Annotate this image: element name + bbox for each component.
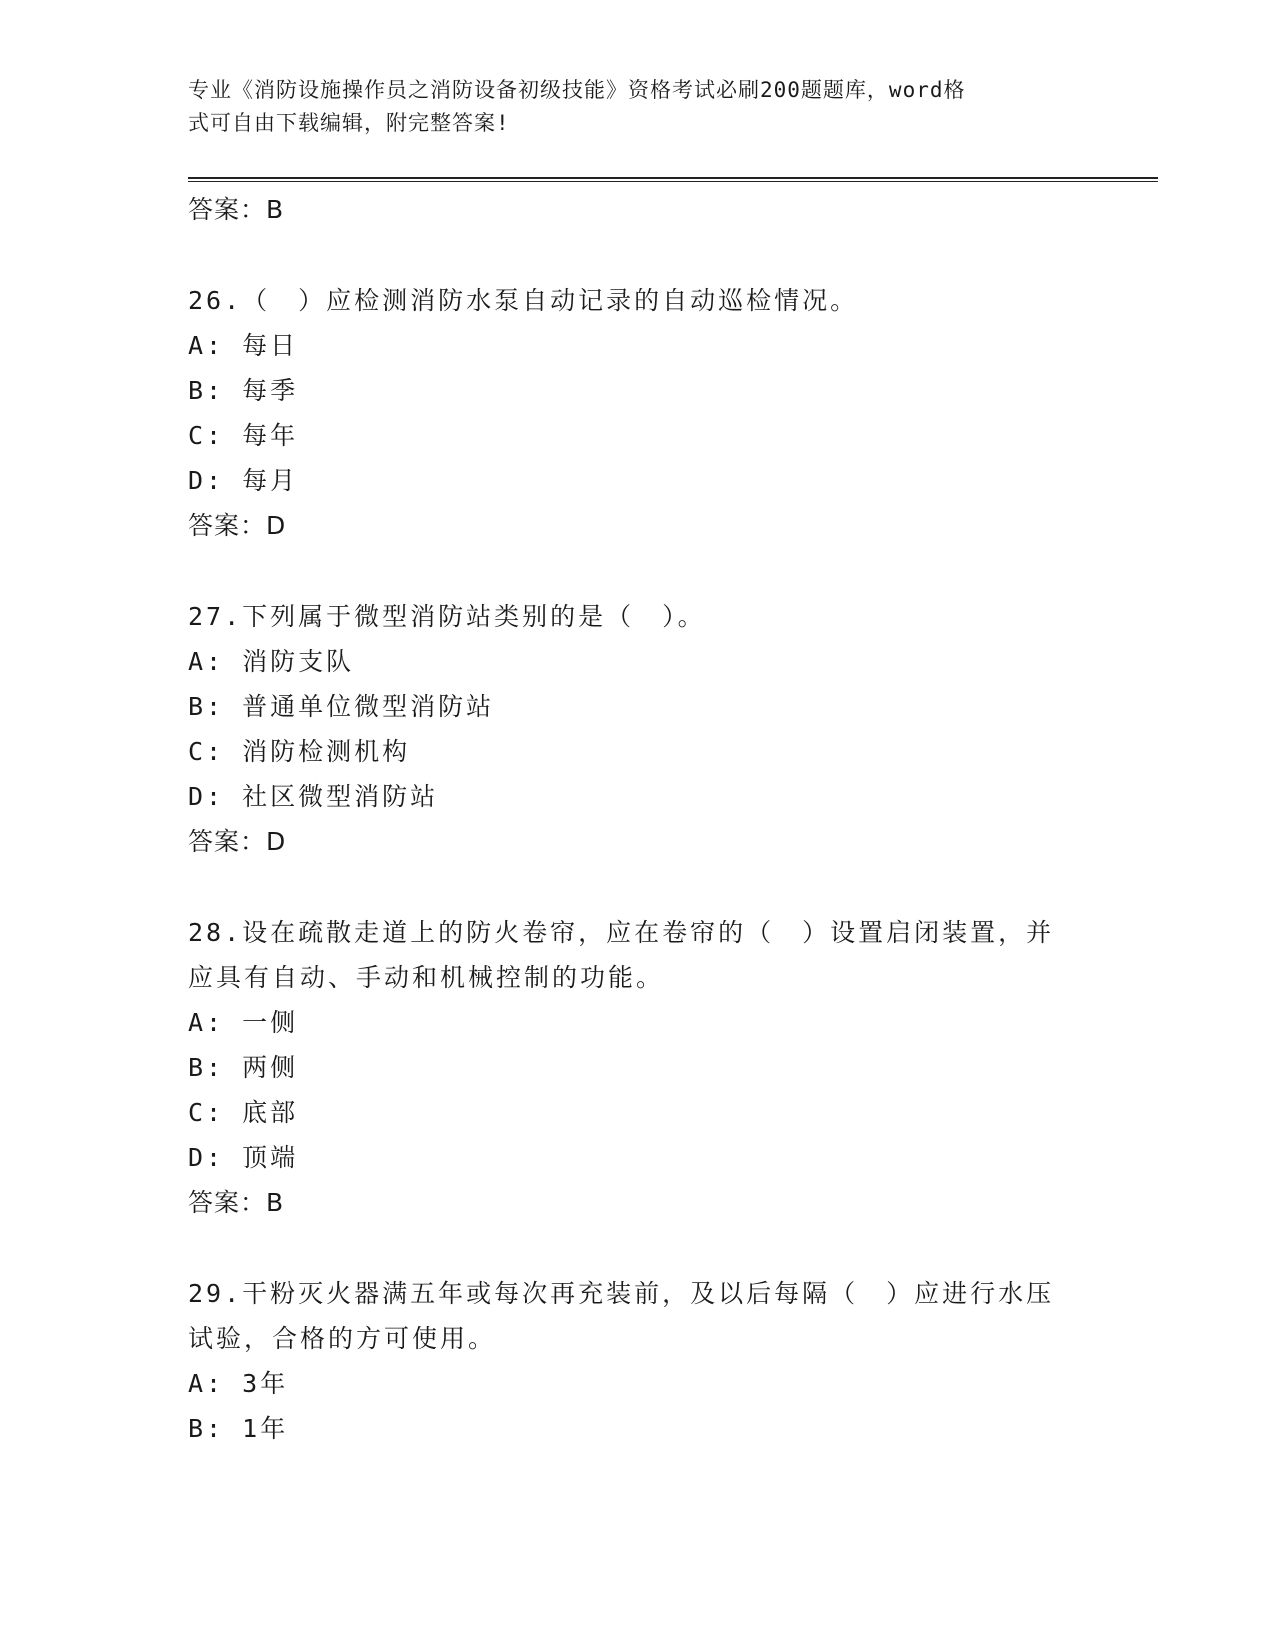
question-item [188, 594, 1148, 864]
question-text-line-2: 应具有自动、手动和机械控制的功能。 [188, 963, 665, 992]
question-item [188, 278, 1148, 548]
option-c: C: 消防检测机构 [188, 737, 411, 766]
option-b: B: 普通单位微型消防站 [188, 692, 495, 721]
question-list [188, 187, 1148, 1451]
question-item [188, 1271, 1148, 1451]
option-b: B: 每季 [188, 376, 299, 405]
spacer [188, 232, 1148, 278]
document-header [188, 74, 1088, 140]
header-divider [188, 177, 1158, 182]
option-a: A: 每日 [188, 331, 299, 360]
option-d: D: 每月 [188, 466, 299, 495]
answer-line: 答案：D [188, 511, 287, 540]
spacer [188, 1225, 1148, 1271]
option-d: D: 社区微型消防站 [188, 782, 439, 811]
question-text: 27.下列属于微型消防站类别的是（ ）。 [188, 602, 706, 631]
option-b: B: 两侧 [188, 1053, 299, 1082]
answer-line: 答案：B [188, 1188, 285, 1217]
option-d: D: 顶端 [188, 1143, 299, 1172]
previous-answer: 答案：B [188, 195, 285, 224]
question-text: 26.（ ）应检测消防水泵自动记录的自动巡检情况。 [188, 286, 859, 315]
header-line-1: 专业《消防设施操作员之消防设备初级技能》资格考试必刷200题题库，word格 [188, 78, 966, 102]
option-a: A: 一侧 [188, 1008, 299, 1037]
option-b: B: 1年 [188, 1414, 289, 1443]
spacer [188, 864, 1148, 910]
question-text-line-2: 试验，合格的方可使用。 [188, 1324, 497, 1353]
answer-line: 答案：D [188, 827, 287, 856]
question-text-line-1: 28.设在疏散走道上的防火卷帘，应在卷帘的（ ）设置启闭装置，并 [188, 918, 1055, 947]
option-c: C: 底部 [188, 1098, 299, 1127]
option-a: A: 3年 [188, 1369, 289, 1398]
document-page [188, 0, 1158, 1650]
spacer [188, 548, 1148, 594]
question-item [188, 910, 1148, 1225]
question-text-line-1: 29.干粉灭火器满五年或每次再充装前，及以后每隔（ ）应进行水压 [188, 1279, 1055, 1308]
option-a: A: 消防支队 [188, 647, 355, 676]
option-c: C: 每年 [188, 421, 299, 450]
header-line-2: 式可自由下载编辑，附完整答案! [188, 111, 510, 135]
